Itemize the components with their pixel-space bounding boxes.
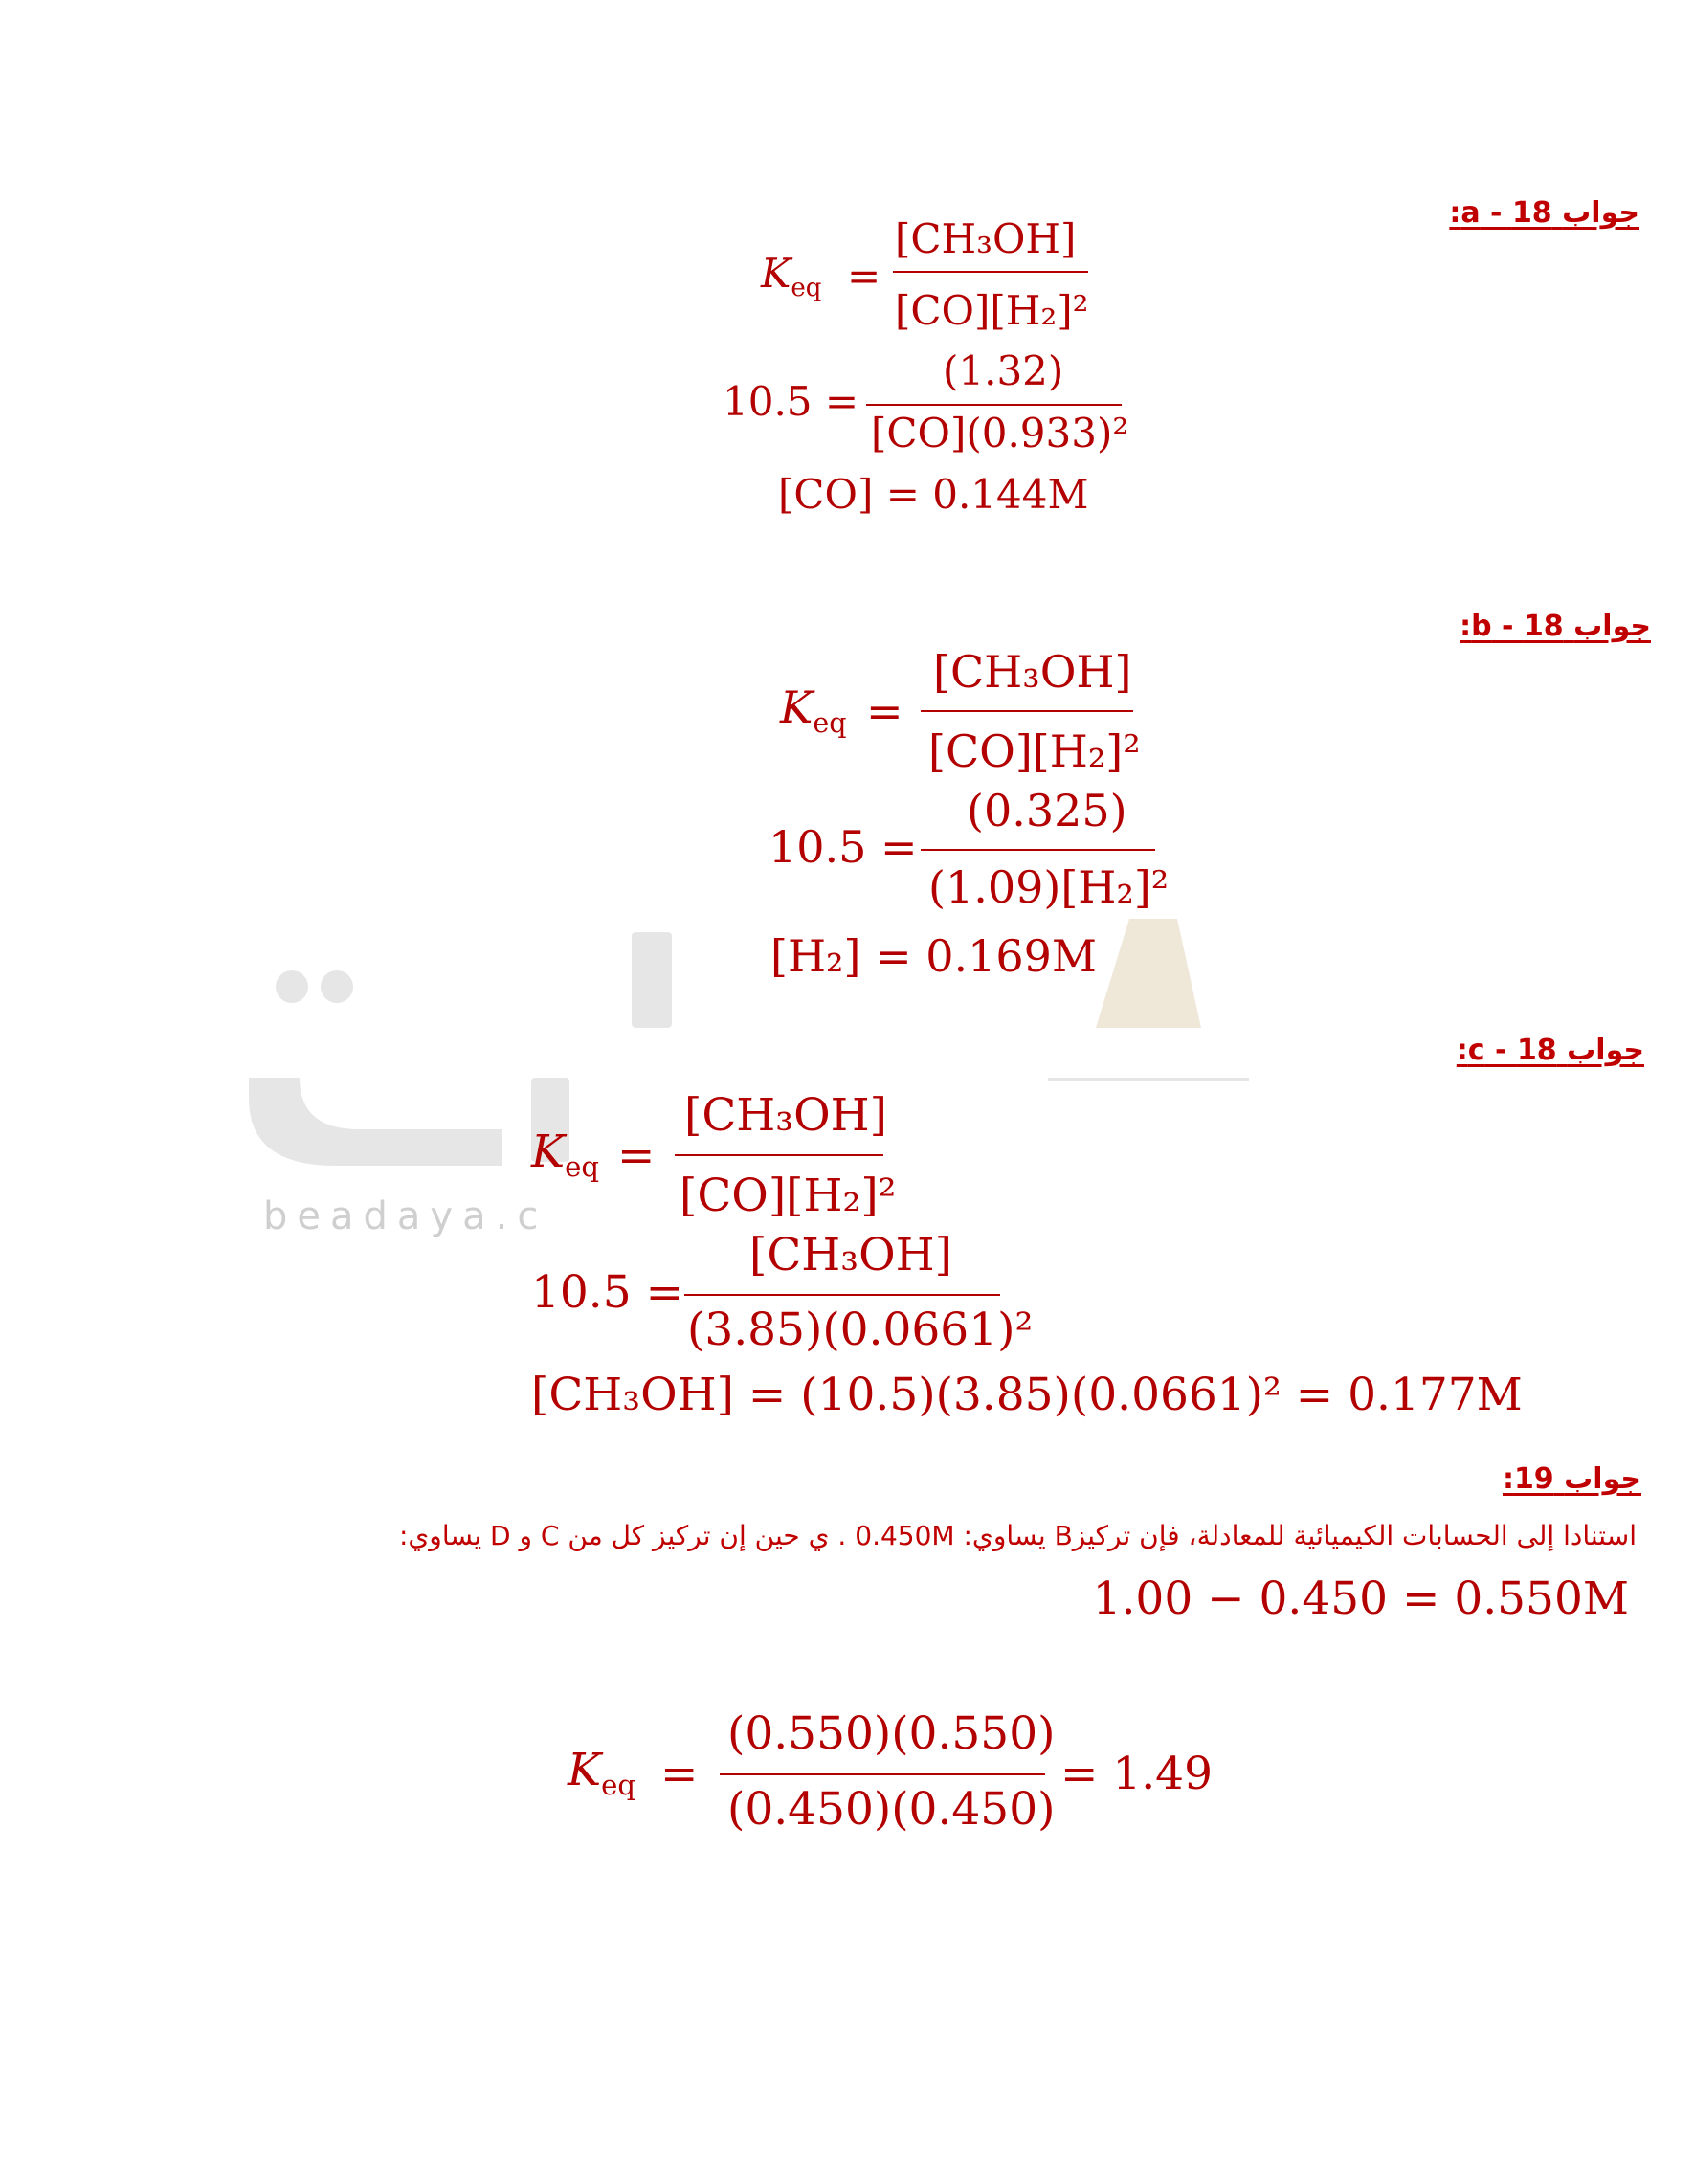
substitution-left-18b: 10.5 = bbox=[769, 821, 918, 873]
keq-symbol-18c: $K_{eq}$ bbox=[531, 1125, 600, 1184]
keq-numerator-18b: [CH₃OH] bbox=[933, 646, 1132, 698]
heading-19-label: 19 bbox=[1513, 1462, 1554, 1496]
heading-19: جواب 19: bbox=[1502, 1462, 1641, 1496]
substitution-left-18c: 10.5 = bbox=[531, 1266, 683, 1319]
fraction-line-18c-2 bbox=[684, 1294, 1000, 1296]
equals-18b-1: = bbox=[866, 685, 903, 737]
keq-symbol-19: $K_{eq}$ bbox=[568, 1744, 636, 1802]
explanation-19: استنادا إلى الحسابات الكيميائية للمعادلة، فإن تركيزB يساوي: 0.450M . ي حين إن تركيز كل من C و D يساوي: bbox=[398, 1520, 1637, 1551]
keq-denominator-18b: [CO][H₂]² bbox=[928, 725, 1141, 777]
keq-denominator-18c: [CO][H₂]² bbox=[680, 1170, 897, 1222]
calc-19: 1.00 − 0.450 = 0.550M bbox=[1092, 1572, 1629, 1625]
equals-18c-1: = bbox=[617, 1129, 656, 1182]
substitution-numerator-18b: (0.325) bbox=[967, 785, 1127, 836]
substitution-denominator-18c: (3.85)(0.0661)² bbox=[687, 1304, 1034, 1356]
keq-numerator-18a: [CH₃OH] bbox=[895, 215, 1077, 262]
keq-symbol-18a: $K_{eq}$ bbox=[761, 250, 822, 303]
result-18a: [CO] = 0.144M bbox=[778, 471, 1089, 518]
result-18c: [CH₃OH] = (10.5)(3.85)(0.0661)² = 0.177M bbox=[531, 1369, 1523, 1421]
heading-18a-word: جواب bbox=[1562, 196, 1639, 230]
keq-symbol-18b: $K_{eq}$ bbox=[780, 681, 847, 739]
heading-18c-word: جواب bbox=[1567, 1034, 1644, 1067]
keq-numerator-19: (0.550)(0.550) bbox=[727, 1707, 1056, 1760]
fraction-line-18c-1 bbox=[675, 1154, 883, 1156]
watermark-text: beadaya.c bbox=[263, 1194, 548, 1238]
heading-18a: جواب 18 - a: bbox=[1449, 196, 1639, 230]
substitution-numerator-18a: (1.32) bbox=[943, 347, 1064, 394]
heading-18b-label: 18 - b bbox=[1471, 610, 1564, 643]
heading-18c-label: 18 - c bbox=[1467, 1034, 1557, 1067]
substitution-denominator-18b: (1.09)[H₂]² bbox=[928, 861, 1170, 913]
result-18b: [H₂] = 0.169M bbox=[770, 930, 1098, 982]
substitution-left-18a: 10.5 = bbox=[723, 378, 859, 425]
keq-result-19: = 1.49 bbox=[1060, 1748, 1213, 1800]
keq-numerator-18c: [CH₃OH] bbox=[684, 1089, 887, 1142]
heading-18c: جواب 18 - c: bbox=[1456, 1034, 1644, 1067]
fraction-line-18a-1 bbox=[893, 271, 1088, 273]
fraction-line-18b-2 bbox=[921, 849, 1155, 851]
substitution-numerator-18c: [CH₃OH] bbox=[749, 1229, 952, 1281]
heading-18b: جواب 18 - b: bbox=[1460, 610, 1651, 643]
keq-denominator-18a: [CO][H₂]² bbox=[895, 287, 1089, 334]
fraction-line-18b-1 bbox=[921, 710, 1133, 712]
fraction-line-19 bbox=[720, 1773, 1045, 1775]
equals-19-1: = bbox=[660, 1748, 699, 1800]
substitution-denominator-18a: [CO](0.933)² bbox=[871, 410, 1129, 457]
equals-18a-1: = bbox=[847, 253, 881, 300]
fraction-line-18a-2 bbox=[866, 404, 1122, 406]
heading-18a-label: 18 - a bbox=[1460, 196, 1552, 230]
keq-denominator-19: (0.450)(0.450) bbox=[727, 1783, 1056, 1836]
heading-18b-word: جواب bbox=[1573, 610, 1651, 643]
heading-19-word: جواب bbox=[1564, 1462, 1641, 1496]
